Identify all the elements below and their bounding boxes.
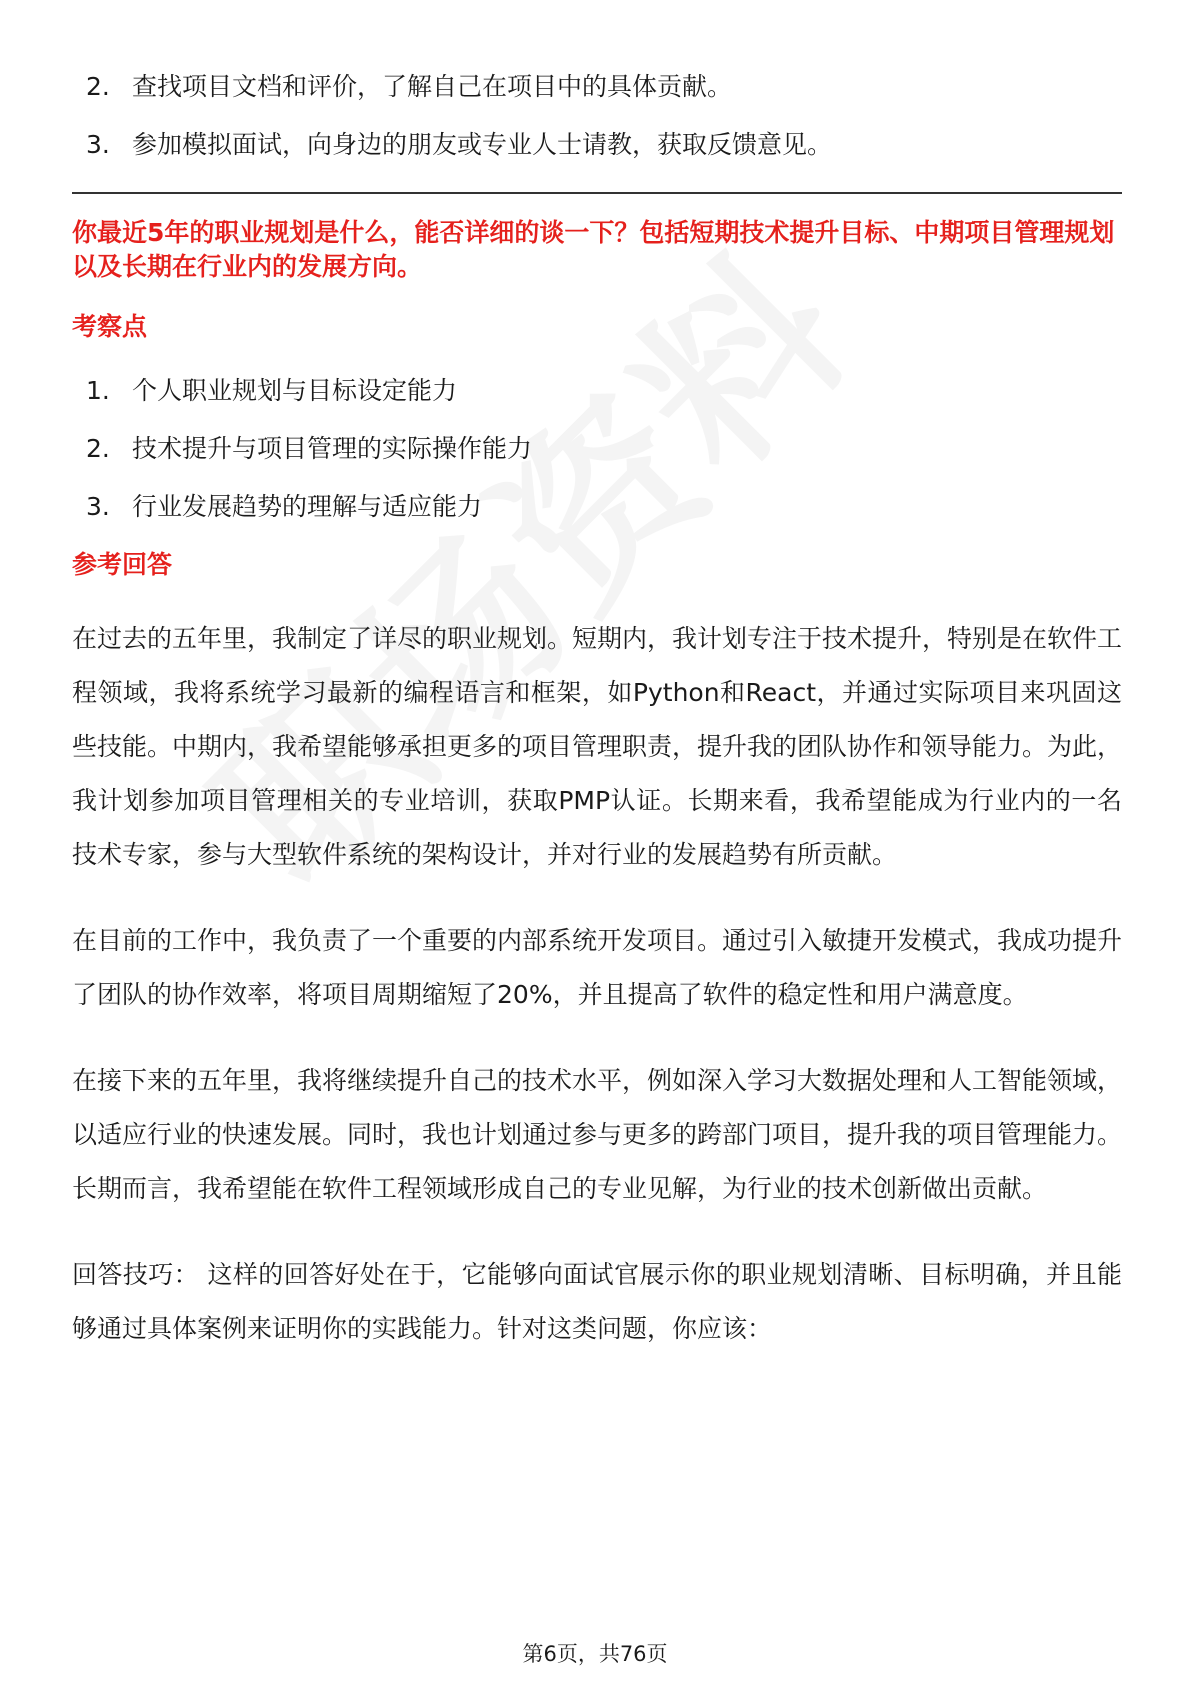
list-item bbox=[72, 432, 1122, 466]
answer-title: 参考回答 bbox=[72, 550, 173, 579]
page-content bbox=[72, 70, 1122, 1388]
answer-paragraph: 在目前的工作中，我负责了一个重要的内部系统开发项目。通过引入敏捷开发模式，我成功提升了团队的协作效率，将项目周期缩短了20%，并且提高了软件的稳定性和用户满意度。 bbox=[72, 926, 1123, 1009]
list-number: 2. bbox=[86, 72, 110, 101]
question-heading: 你最近5年的职业规划是什么，能否详细的谈一下？包括短期技术提升目标、中期项目管理规划以及长期在行业内的发展方向。 bbox=[72, 218, 1115, 281]
top-list bbox=[72, 70, 1122, 162]
list-number: 3. bbox=[86, 492, 110, 521]
list-text: 行业发展趋势的理解与适应能力 bbox=[132, 492, 483, 521]
list-number: 3. bbox=[86, 130, 110, 159]
answer-tips-paragraph: 回答技巧： 这样的回答好处在于，它能够向面试官展示你的职业规划清晰、目标明确，并且能够通过具体案例来证明你的实践能力。针对这类问题，你应该： bbox=[72, 1260, 1122, 1343]
answer-paragraph: 在接下来的五年里，我将继续提升自己的技术水平，例如深入学习大数据处理和人工智能领域，以适应行业的快速发展。同时，我也计划通过参与更多的跨部门项目，提升我的项目管理能力。长期而言，我希望能在软件工程领域形成自己的专业见解，为行业的技术创新做出贡献。 bbox=[72, 1066, 1123, 1203]
list-text: 个人职业规划与目标设定能力 bbox=[132, 376, 458, 405]
list-text: 参加模拟面试，向身边的朋友或专业人士请教，获取反馈意见。 bbox=[132, 130, 833, 159]
list-item bbox=[72, 70, 1122, 104]
page-footer: 第6页，共76页 bbox=[522, 1642, 668, 1666]
answer-paragraph: 在过去的五年里，我制定了详尽的职业规划。短期内，我计划专注于技术提升，特别是在软件工程领域，我将系统学习最新的编程语言和框架，如Python和React，并通过实际项目来巩固这些技能。中期内，我希望能够承担更多的项目管理职责，提升我的团队协作和领导能力。为此，我计划参加项目管理相关的专业培训，获取PMP认证。长期来看，我希望能成为行业内的一名技术专家，参与大型软件系统的架构设计，并对行业的发展趋势有所贡献。 bbox=[72, 624, 1123, 869]
list-number: 1. bbox=[86, 376, 110, 405]
list-number: 2. bbox=[86, 434, 110, 463]
list-item bbox=[72, 128, 1122, 162]
points-list bbox=[72, 374, 1122, 524]
section-divider bbox=[72, 192, 1122, 194]
list-text: 技术提升与项目管理的实际操作能力 bbox=[132, 434, 533, 463]
list-item bbox=[72, 490, 1122, 524]
list-item bbox=[72, 374, 1122, 408]
list-text: 查找项目文档和评价，了解自己在项目中的具体贡献。 bbox=[132, 72, 733, 101]
points-title: 考察点 bbox=[72, 312, 148, 341]
